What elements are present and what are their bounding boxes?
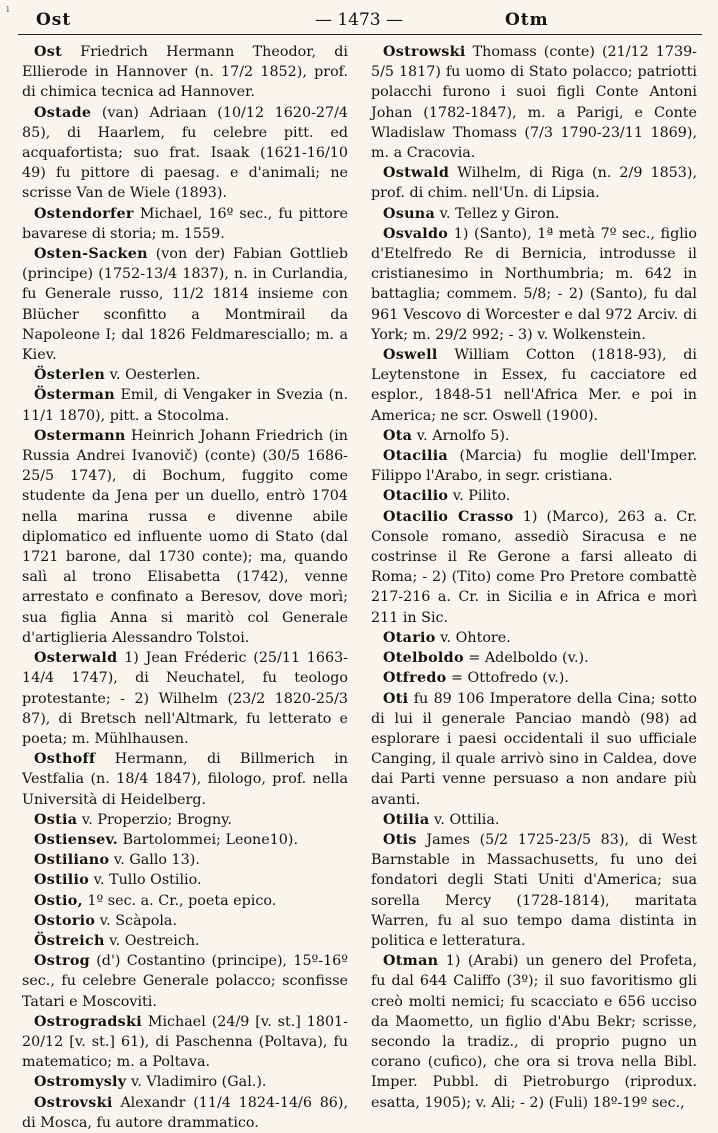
entry-text: Heinrich Johann Friedrich (in Russia Andrei Ivanovič) (conte) (30/5 1686-25/5 1747), di Bochum, fuggito come studente da Jena per un duello, entrò 1704 nella marina russa e divenne abile diplomatico ed influente uomo di Stato (dal 1721 barone, dal 1730 conte); ma, quando salì al trono Elisabetta (1742), venne arrestato e confinato a Beresov, dove morì; sua figlia Anna si maritò col Generale d'artiglieria Alessandro Tolstoi. xyxy=(22,427,349,646)
dictionary-entry xyxy=(22,42,348,103)
entry-text: v. Oestreich. xyxy=(109,932,200,949)
entry-text: v. Pilito. xyxy=(452,488,511,505)
dictionary-entry xyxy=(371,507,697,628)
entry-text: v. Ohtore. xyxy=(440,629,511,646)
dictionary-entry xyxy=(371,810,697,830)
dictionary-entry xyxy=(371,446,697,486)
dictionary-entry xyxy=(22,830,348,850)
dictionary-entry xyxy=(371,648,697,668)
dictionary-entry xyxy=(371,426,697,446)
entry-headword: Osterwald xyxy=(34,650,118,667)
entry-headword: Ostrovski xyxy=(34,1094,113,1111)
entry-headword: Ostrog xyxy=(34,953,90,970)
entry-headword: Ostade xyxy=(34,104,92,121)
corner-mark: ı xyxy=(6,2,10,15)
dictionary-entry xyxy=(22,850,348,870)
entry-headword: Ostrowski xyxy=(383,44,466,60)
dictionary-entry xyxy=(22,911,348,931)
dictionary-entry xyxy=(22,951,348,1012)
dictionary-entry xyxy=(371,830,697,951)
entry-headword: Otelboldo xyxy=(383,650,464,667)
entry-headword: Otacilio xyxy=(383,488,449,505)
entry-headword: Osten-Sacken xyxy=(34,246,148,263)
entry-headword: Osthoff xyxy=(34,751,96,768)
dictionary-entry xyxy=(22,1072,348,1092)
entry-headword: Ostwald xyxy=(383,165,450,182)
entry-text: v. Vladimiro (Gal.). xyxy=(130,1074,267,1091)
entry-text: Hermann, di Billmerich in Vestfalia (n. 18/4 1847), filologo, prof. nella Università di Heidelberg. xyxy=(22,751,348,808)
entry-text: Friedrich Hermann Theodor, di Ellierode in Hannover (n. 17/2 1852), prof. di chimica tecnica ad Hannover. xyxy=(22,44,348,101)
entry-headword: Österlen xyxy=(34,367,106,384)
entry-headword: Ostromysly xyxy=(34,1074,127,1091)
entry-text: v. Ottilia. xyxy=(433,811,500,828)
entry-text: Michael, 16º sec., fu pittore bavarese di storia; m. 1559. xyxy=(22,205,348,242)
entry-text: 1) (Arabi) un genero del Profeta, fu dal 644 Califfo (3º); il suo favoritismo gli creò molti nemici; fu scacciato e 656 ucciso da Maometto, un figlio d'Abu Bekr; scrisse, secondo la tradiz., di proprio pugno un corano (cufico), che ora si trova nella Bibl. Imper. Pubbl. di Pietroburgo (riprodux. esatta, 1905); v. Ali; - 2) (Fuli) 18º-19º sec., xyxy=(371,953,697,1111)
entry-headword: Ost xyxy=(34,44,63,60)
dictionary-entry xyxy=(22,1012,348,1073)
entry-headword: Oswell xyxy=(383,347,438,364)
dictionary-entry xyxy=(22,426,348,648)
entry-headword: Ostrogradski xyxy=(34,1013,142,1030)
dictionary-entry xyxy=(371,345,697,426)
dictionary-entry xyxy=(22,385,348,425)
running-head-left: Ost xyxy=(36,10,72,30)
entry-text: v. Tullo Ostilio. xyxy=(93,872,202,889)
dictionary-entry xyxy=(371,689,697,810)
entry-headword: Otfredo xyxy=(383,670,447,687)
entry-text: James (5/2 1725-23/5 83), di West Barnstable in Massachusetts, fu uno dei fondatori degli Stati Uniti d'America; sua sorella Mercy (1728-1814), maritata Warren, fu al suo tempo dama distinta in politica e letteratura. xyxy=(371,831,697,949)
entry-headword: Ostio, xyxy=(34,892,83,909)
entry-headword: Österman xyxy=(34,387,115,404)
dictionary-entry xyxy=(22,749,348,810)
entry-text: Wilhelm, di Riga (n. 2/9 1853), prof. di chim. nell'Un. di Lipsia. xyxy=(371,165,697,202)
entry-text: Michael (24/9 [v. st.] 1801-20/12 [v. st.] 61), di Paschenna (Poltava), fu matematico; m. a Poltava. xyxy=(22,1013,348,1071)
entry-text: = Adelboldo (v.). xyxy=(468,650,589,667)
entry-headword: Ostiliano xyxy=(34,852,110,869)
entry-headword: Otilia xyxy=(383,811,430,828)
dictionary-entry xyxy=(22,103,348,204)
entry-text: Thomass (conte) (21/12 1739-5/5 1817) fu uomo di Stato polacco; patriotti polacchi furono i suoi figli Conte Antoni Johan (1782-1847), m. a Parigi, e Conte Wladislaw Thomass (7/3 1790-23/11 1869), m. a Cracovia. xyxy=(371,44,698,162)
dictionary-entry xyxy=(371,668,697,688)
entry-text: fu 89 106 Imperatore della Cina; sotto di lui il generale Panciao mandò (98) ad esplorare i paesi occidentali il suo ufficiale Canging, il quale arrivò sino in Caldea, dove dai Parti venne persuaso a non andare più avanti. xyxy=(371,690,697,808)
entry-text: Alexandr (11/4 1824-14/6 86), di Mosca, fu autore drammatico. xyxy=(22,1094,349,1131)
dictionary-entry xyxy=(371,42,697,163)
entry-text: v. Gallo 13). xyxy=(113,852,200,869)
entry-text: 1º sec. a. Cr., poeta epico. xyxy=(87,892,277,909)
entry-text: v. Scàpola. xyxy=(99,912,177,929)
entry-headword: Otacilia xyxy=(383,448,448,465)
dictionary-entry xyxy=(371,163,697,203)
entry-text: Bartolommei; Leone10). xyxy=(122,831,299,848)
dictionary-entry xyxy=(22,870,348,890)
entry-headword: Ota xyxy=(383,427,413,444)
dictionary-entry xyxy=(22,204,348,244)
dictionary-entry xyxy=(371,628,697,648)
dictionary-entry xyxy=(371,224,697,345)
entry-text: 1) (Santo), 1ª metà 7º sec., figlio d'Etelfredo Re di Bernicia, introdusse il cristianesimo in Northumbria; m. 642 in battaglia; commem. 5/8; - 2) (Santo), fu dal 961 Vescovo di Worcester e dal 972 Arciv. di York; m. 29/2 992; - 3) v. Wolkenstein. xyxy=(371,225,697,343)
entry-headword: Otis xyxy=(383,831,417,848)
entry-text: William Cotton (1818-93), di Leytenstone in Essex, fu cacciatore ed esplor., 1848-51 nell'Africa Mer. e poi in America; ne scr. Oswell (1900). xyxy=(371,347,697,424)
entry-headword: Ostorio xyxy=(34,912,96,929)
dictionary-entry xyxy=(22,891,348,911)
entry-text: 1) Jean Fréderic (25/11 1663-14/4 1747), di Neuchatel, fu teologo protestante; - 2) Wilhelm (23/2 1820-25/3 87), di Bretsch nell'Altmark, fu letterato e poeta; m. Mühlhausen. xyxy=(22,650,348,747)
dictionary-entry xyxy=(22,810,348,830)
entry-text: (von der) Fabian Gottlieb (principe) (1752-13/4 1837), n. in Curlandia, fu Generale russo, 11/2 1814 insieme con Blücher sconfitto a Montmirail da Napoleone I; dal 1826 Feldmaresciallo; m. a Kiev. xyxy=(22,246,348,364)
left-column xyxy=(22,42,348,1133)
entry-text: v. Tellez y Giron. xyxy=(439,205,560,222)
entry-text: Emil, di Vengaker in Svezia (n. 11/1 1870), pitt. a Stocolma. xyxy=(22,387,348,424)
entry-text: (van) Adriaan (10/12 1620-27/4 85), di Haarlem, fu celebre pitt. ed acquafortista; suo frat. Isaak (1621-16/10 49) fu pittore di paesag. e d'animali; ne scrisse Van de Wiele (1893). xyxy=(22,104,348,202)
header-rule xyxy=(18,34,702,35)
running-head-right: Otm xyxy=(505,10,549,30)
entry-headword: Ostiensev. xyxy=(34,831,119,848)
entry-headword: Otario xyxy=(383,629,436,646)
entry-headword: Otman xyxy=(383,953,439,970)
page-header xyxy=(0,0,718,34)
dictionary-entry xyxy=(371,204,697,224)
entry-headword: Oti xyxy=(383,690,409,707)
entry-headword: Osuna xyxy=(383,205,436,222)
dictionary-entry xyxy=(22,365,348,385)
dictionary-entry xyxy=(371,486,697,506)
entry-headword: Ostermann xyxy=(34,427,126,444)
entry-headword: Ostilio xyxy=(34,872,90,889)
entry-text: (Marcia) fu moglie dell'Imper. Filippo l'Arabo, in segr. cristiana. xyxy=(371,448,698,485)
entry-headword: Ostendorfer xyxy=(34,205,134,222)
dictionary-entry xyxy=(22,648,348,749)
entry-headword: Otacilio Crasso xyxy=(383,508,514,525)
right-column xyxy=(371,42,697,1113)
entry-text: v. Arnolfo 5). xyxy=(416,427,510,444)
entry-text: v. Oesterlen. xyxy=(109,367,201,384)
entry-headword: Östreich xyxy=(34,932,105,949)
entry-text: (d') Costantino (principe), 15º-16º sec., fu celebre Generale polacco; sconfisse Tatari e Moscoviti. xyxy=(22,953,349,1010)
dictionary-entry xyxy=(22,1093,348,1133)
entry-text: v. Properzio; Brogny. xyxy=(81,811,232,828)
entry-headword: Osvaldo xyxy=(383,225,449,242)
entry-text: 1) (Marco), 263 a. Cr. Console romano, assediò Siracusa e ne costrinse il Re Gerone a farsi alleato di Roma; - 2) (Tito) come Pro Pretore combattè 217-216 a. Cr. in Sicilia e in Africa e morì 211 in Sic. xyxy=(371,508,697,626)
dictionary-entry xyxy=(22,931,348,951)
dictionary-entry xyxy=(22,244,348,365)
dictionary-entry xyxy=(371,951,697,1113)
page-number: — 1473 — xyxy=(314,10,404,30)
entry-text: = Ottofredo (v.). xyxy=(451,670,569,687)
entry-headword: Ostia xyxy=(34,811,78,828)
